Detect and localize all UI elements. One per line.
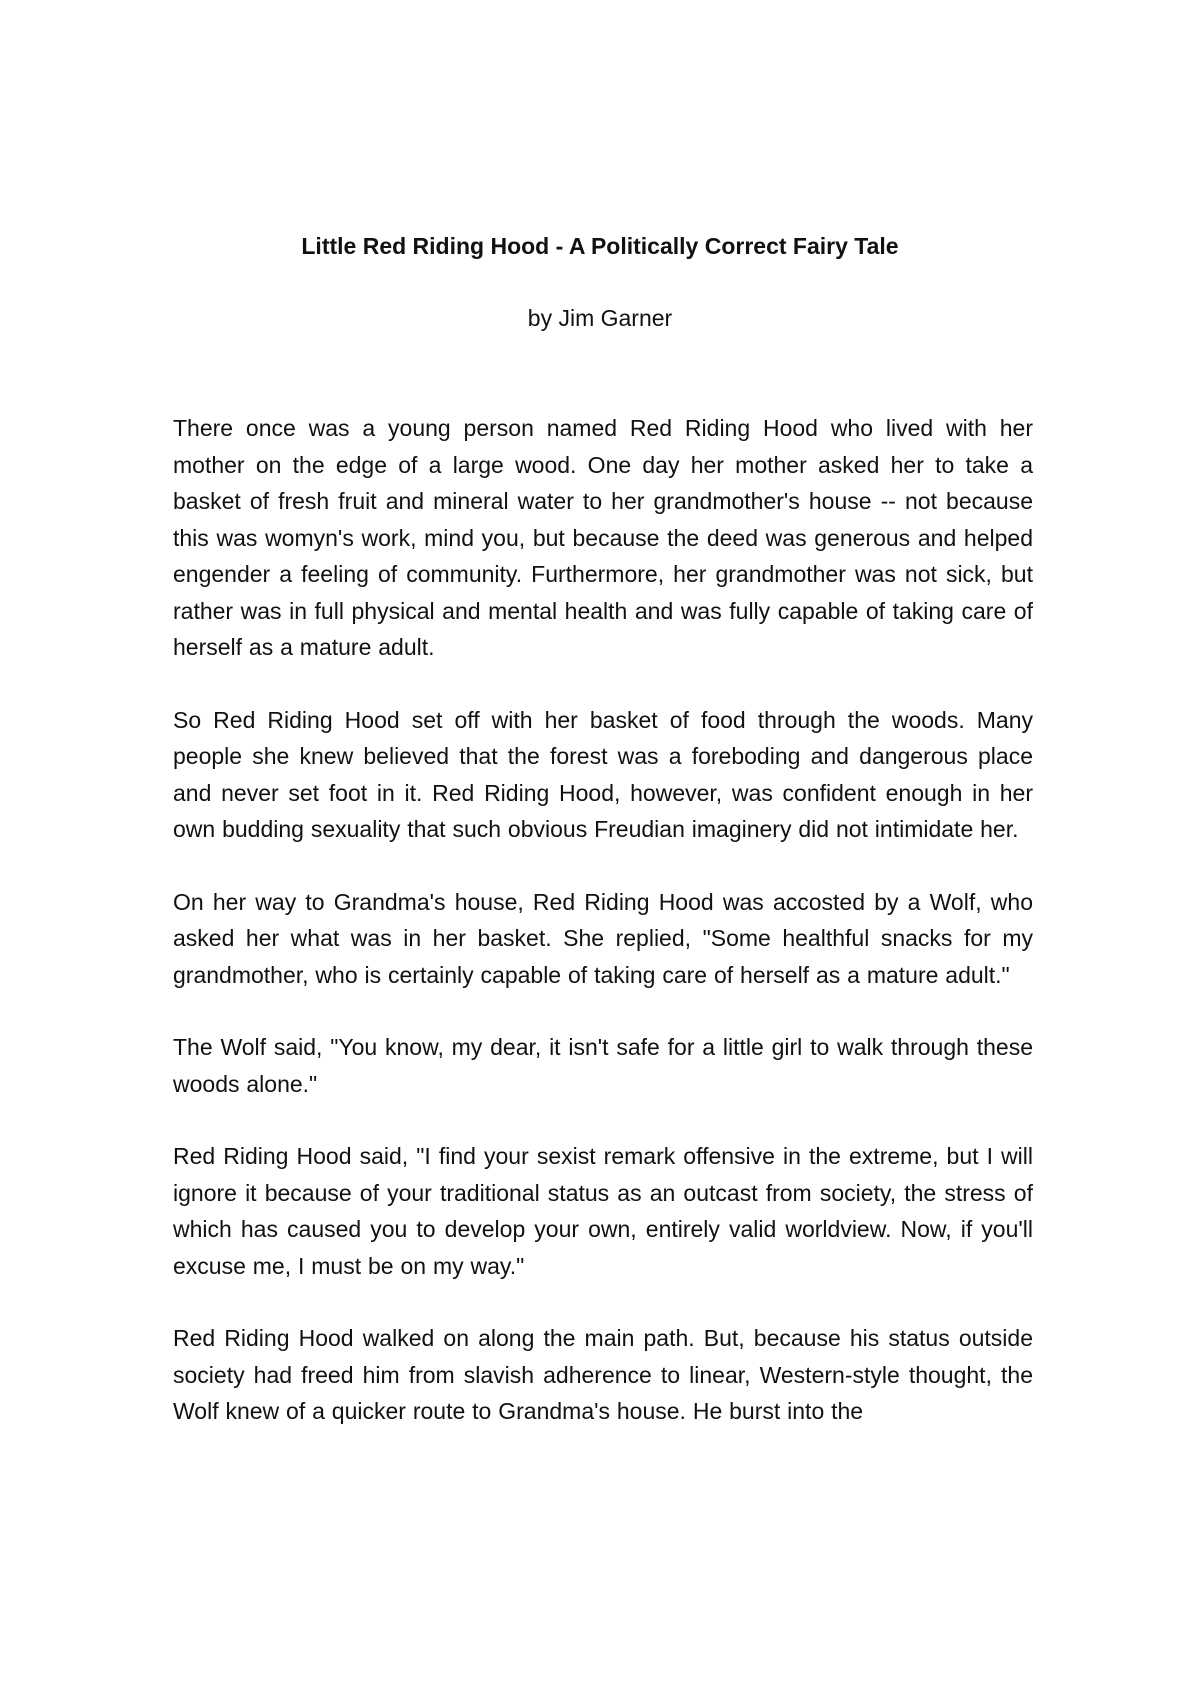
paragraph-3: On her way to Grandma's house, Red Riding Hood was accosted by a Wolf, who asked her what was in her basket. She replied, "Some healthful snacks for my grandmother, who is certainly capable of taking care of herself as a mature adult." [173,888,1033,988]
paragraph-1: There once was a young person named Red Riding Hood who lived with her mother on the edge of a large wood. One day her mother asked her to take a basket of fresh fruit and mineral water to her grandmother's house -- not because this was womyn's work, mind you, but because the deed was generous and helped engender a feeling of community. Furthermore, her grandmother was not sick, but rather was in full physical and mental health and was fully capable of taking care of herself as a mature adult. [173,415,1033,660]
paragraph-4: The Wolf said, "You know, my dear, it isn't safe for a little girl to walk through these woods alone." [173,1034,1033,1097]
document-body [173,410,1033,1466]
paragraph-2: So Red Riding Hood set off with her basket of food through the woods. Many people she knew believed that the forest was a foreboding and dangerous place and never set foot in it. Red Riding Hood, however, was confident enough in her own budding sexuality that such obvious Freudian imaginery did not intimidate her. [173,706,1033,842]
document-title: Little Red Riding Hood - A Politically Correct Fairy Tale [301,233,899,259]
paragraph-6: Red Riding Hood walked on along the main path. But, because his status outside society had freed him from slavish adherence to linear, Western-style thought, the Wolf knew of a quicker route to Grandma's house. He burst into the [173,1325,1033,1424]
paragraph-5: Red Riding Hood said, "I find your sexist remark offensive in the extreme, but I will ignore it because of your traditional status as an outcast from society, the stress of which has caused you to develop your own, entirely valid worldview. Now, if you'll excuse me, I must be on my way." [173,1143,1033,1279]
document-author: by Jim Garner [527,305,673,331]
